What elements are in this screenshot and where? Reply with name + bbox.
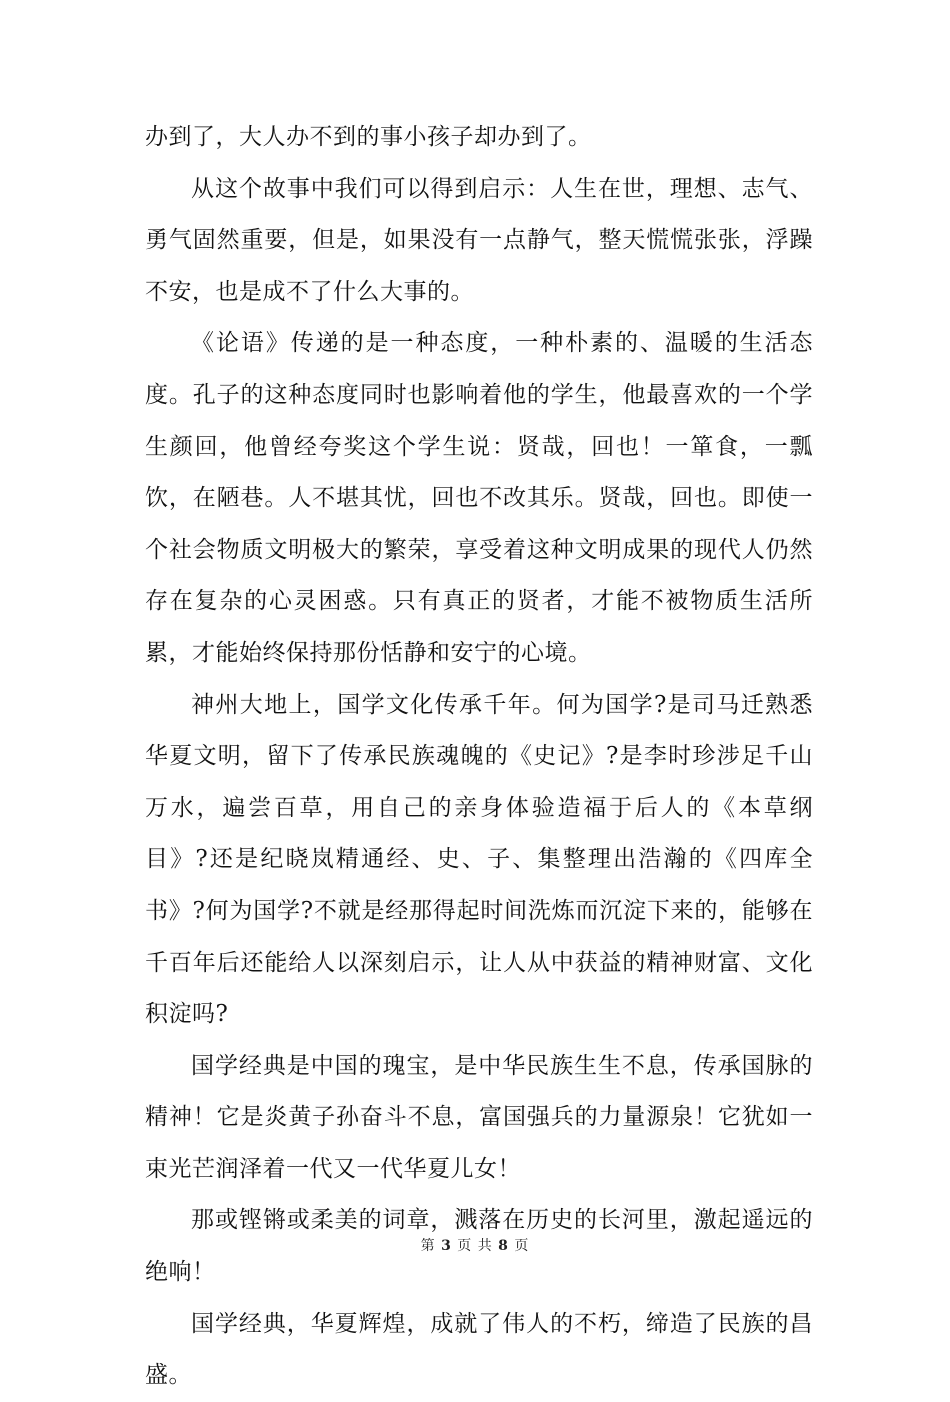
- paragraph: 办到了，大人办不到的事小孩子却办到了。: [145, 124, 592, 150]
- footer-prefix: 第: [420, 1238, 436, 1254]
- page-footer: [0, 1236, 950, 1256]
- paragraph: 神州大地上，国学文化传承千年。何为国学?是司马迁熟悉华夏文明，留下了传承民族魂魄的《史记》?是李时珍涉足千山万水，遍尝百草，用自己的亲身体验造福于后人的《本草纲目》?还是纪晓岚精通经、史、子、集整理出浩瀚的《四库全书》?何为国学?不就是经那得起时间洗炼而沉淀下来的，能够在千百年后还能给人以深刻启示，让人从中获益的精神财富、文化积淀吗?: [145, 691, 813, 1028]
- paragraph: 国学经典，华夏辉煌，成就了伟人的不朽，缔造了民族的昌盛。: [145, 1310, 813, 1389]
- footer-suffix: 页: [514, 1238, 530, 1254]
- footer-middle: 页 共: [457, 1238, 493, 1254]
- document-body: [145, 112, 813, 1402]
- paragraph: 从这个故事中我们可以得到启示：人生在世，理想、志气、勇气固然重要，但是，如果没有一点静气，整天慌慌张张，浮躁不安，也是成不了什么大事的。: [145, 175, 813, 305]
- page-number: 3: [441, 1238, 452, 1254]
- paragraph: 《论语》传递的是一种态度，一种朴素的、温暖的生活态度。孔子的这种态度同时也影响着他的学生，他最喜欢的一个学生颜回，他曾经夸奖这个学生说：贤哉，回也！一箪食，一瓢饮，在陋巷。人不堪其忧，回也不改其乐。贤哉，回也。即使一个社会物质文明极大的繁荣，享受着这种文明成果的现代人仍然存在复杂的心灵困惑。只有真正的贤者，才能不被物质生活所累，才能始终保持那份恬静和安宁的心境。: [145, 330, 813, 666]
- paragraph: 国学经典是中国的瑰宝，是中华民族生生不息，传承国脉的精神！它是炎黄子孙奋斗不息，富国强兵的力量源泉！它犹如一束光芒润泽着一代又一代华夏儿女！: [145, 1052, 813, 1182]
- paragraph: 那或铿锵或柔美的词章，溅落在历史的长河里，激起遥远的绝响！: [145, 1207, 813, 1286]
- page-total: 8: [498, 1238, 509, 1254]
